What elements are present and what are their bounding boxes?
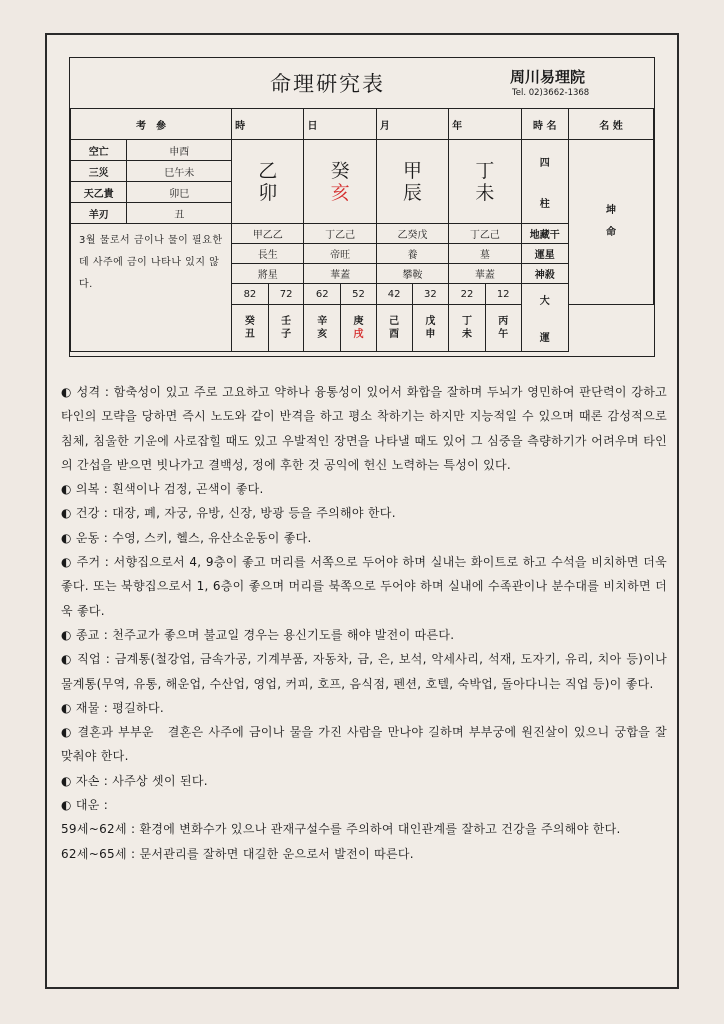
- section-health: [61, 501, 667, 525]
- chart-note: 3월 물로서 금이나 물이 필요한데 사주에 금이 나타나 있지 않다.: [71, 224, 232, 352]
- reference-value: 卯巳: [127, 182, 232, 203]
- bullet-icon: ◐: [61, 385, 73, 399]
- spirit-month: 攀鞍: [376, 264, 448, 284]
- saju-chart: [69, 57, 655, 357]
- spirit-day: 華蓋: [304, 264, 376, 284]
- daewoon-cell: [449, 305, 486, 352]
- daewoon-age: 22: [449, 284, 486, 305]
- daewoon-cell: [376, 305, 412, 352]
- bullet-icon: ◐: [61, 652, 73, 667]
- bullet-icon: ◐: [61, 555, 73, 570]
- institution-name: 周川易理院: [510, 68, 586, 86]
- section-text: 59세~62세 : 환경에 변화수가 있으나 관재구설수를 주의하여 대인관계를 잘하고 건강을 주의해야 한다.: [61, 822, 621, 837]
- spirit-year: 華蓋: [449, 264, 521, 284]
- fortune-star-hour: 長生: [232, 244, 304, 264]
- reference-label: 空亡: [71, 140, 127, 161]
- month-stem: 甲: [402, 159, 422, 182]
- day-header: 日: [304, 109, 376, 140]
- daewoon-branch: 子: [281, 329, 292, 340]
- section-clothing: [61, 477, 667, 501]
- hidden-stems-year: 丁乙己: [449, 224, 521, 244]
- daewoon-cell: [232, 305, 269, 352]
- bullet-icon: ◐: [61, 530, 72, 545]
- hour-stem: 乙: [258, 159, 278, 182]
- year-stem: 丁: [475, 159, 495, 182]
- section-fortune-62-65: [61, 842, 667, 866]
- daewoon-stem: 癸: [244, 316, 255, 327]
- hidden-stems-hour: 甲乙乙: [232, 224, 304, 244]
- daewoon-stem: 丁: [462, 316, 472, 327]
- daewoon-branch: 未: [462, 329, 472, 340]
- month-pillar: [376, 140, 448, 224]
- year-pillar: [449, 140, 521, 224]
- gender-cell: [569, 140, 654, 305]
- daewoon-stem: 己: [389, 316, 400, 327]
- daewoon-age: 52: [341, 284, 377, 305]
- gender-bottom: 命: [606, 227, 616, 238]
- section-text: 의복 : 흰색이나 검정, 곤색이 좋다.: [75, 482, 264, 497]
- hidden-stems-month: 乙癸戊: [376, 224, 448, 244]
- saju-grid: [70, 108, 654, 352]
- reference-label: 三災: [71, 161, 127, 182]
- day-branch: 亥: [330, 181, 350, 204]
- daewoon-stem: 壬: [281, 316, 292, 327]
- reference-header: 考 參: [71, 109, 232, 140]
- daewoon-branch: 午: [498, 329, 509, 340]
- section-text: 62세~65세 : 문서관리를 잘하면 대길한 운으로서 발전이 따른다.: [61, 846, 414, 861]
- daewoon-branch: 戌: [353, 329, 364, 340]
- reference-label: 羊刃: [71, 203, 127, 224]
- spirit-label: 神殺: [521, 264, 568, 284]
- bullet-icon: ◐: [61, 700, 72, 715]
- reference-value: 巳午未: [127, 161, 232, 182]
- section-text: 직업 : 금계통(철강업, 금속가공, 기계부품, 자동차, 금, 은, 보석, 악세사리, 석재, 도자기, 유리, 치아 등)이나 물계통(무역, 유통, 해운업, 수산업, 영업, 커피, 호프, 음식점, 펜션, 호텔, 숙박업, 돌아다니는 직업 등)이 좋다.: [61, 652, 667, 691]
- section-exercise: [61, 526, 667, 550]
- section-personality: [61, 380, 667, 477]
- section-text: 재물 : 평길하다.: [75, 700, 164, 715]
- fortune-star-day: 帝旺: [304, 244, 376, 264]
- hour-pillar: [232, 140, 304, 224]
- four-pillars-top: 四: [539, 157, 550, 169]
- section-religion: [61, 623, 667, 647]
- bullet-icon: ◐: [61, 627, 72, 642]
- reference-label: 天乙貴: [71, 182, 127, 203]
- daewoon-branch: 丑: [244, 329, 255, 340]
- section-wealth: [61, 696, 667, 720]
- year-branch: 未: [475, 181, 495, 204]
- daewoon-cell: [412, 305, 449, 352]
- section-text: 성격 : 함축성이 있고 주로 고요하고 약하나 융통성이 있어서 화합을 잘하며 두뇌가 영민하여 판단력이 강하고 타인의 모략을 당하면 즉시 노도와 같이 반격을 하고 평소 착하기는 하지만 지능적일 수 있으며 때론 감성적으로 침체, 침울한 기운에 사로잡힐 때도 있고 우발적인 장면을 나타낼 때도 있어 그 심중을 측량하기가 어려우며 타인의 간섭을 받으면 빗나가고 결백성, 정에 후한 것 공익에 헌신 노력하는 특성이 있다.: [61, 385, 667, 472]
- bullet-icon: ◐: [61, 482, 72, 497]
- section-text: 결혼과 부부운 결혼은 사주에 금이나 물을 가진 사람을 만나야 길하며 부부궁에 원진살이 있으니 궁합을 잘 맞춰야 한다.: [61, 725, 667, 764]
- reading-content: [61, 380, 667, 866]
- daewoon-branch: 酉: [389, 329, 400, 340]
- hour-branch: 卯: [258, 181, 278, 204]
- fortune-star-label: 運星: [521, 244, 568, 264]
- daewoon-label: [521, 284, 568, 352]
- section-residence: [61, 550, 667, 623]
- daewoon-cell: [341, 305, 377, 352]
- daewoon-age: 62: [304, 284, 341, 305]
- daewoon-age: 72: [268, 284, 304, 305]
- section-fortune-59-62: [61, 817, 667, 841]
- daewoon-stem: 辛: [317, 316, 328, 327]
- institution-tel: Tel. 02)3662-1368: [512, 88, 590, 98]
- month-header: 月: [376, 109, 448, 140]
- month-branch: 辰: [402, 181, 422, 204]
- daewoon-stem: 丙: [498, 316, 509, 327]
- section-marriage: [61, 720, 667, 769]
- daewoon-cell: [268, 305, 304, 352]
- four-pillars-bottom: 柱: [539, 198, 550, 210]
- chart-header: [70, 58, 653, 109]
- daewoon-age: 42: [376, 284, 412, 305]
- chart-title: 命理硏究表: [270, 72, 385, 96]
- hidden-stems-label: 地藏干: [521, 224, 568, 244]
- time-name-header: 時 名: [521, 109, 568, 140]
- reference-value: 申酉: [127, 140, 232, 161]
- section-children: [61, 769, 667, 793]
- hour-header: 時: [232, 109, 304, 140]
- section-fortune: [61, 793, 667, 817]
- hidden-stems-day: 丁乙己: [304, 224, 376, 244]
- daewoon-stem: 庚: [353, 316, 364, 327]
- daewoon-label-bottom: 運: [539, 332, 550, 344]
- four-pillars-label: [521, 140, 568, 224]
- bullet-icon: ◐: [61, 773, 72, 788]
- name-header: 名 姓: [569, 109, 654, 140]
- section-occupation: [61, 647, 667, 696]
- section-text: 대운 :: [75, 798, 109, 813]
- daewoon-age: 12: [485, 284, 521, 305]
- fortune-star-month: 養: [376, 244, 448, 264]
- bullet-icon: ◐: [61, 506, 72, 521]
- spirit-hour: 將星: [232, 264, 304, 284]
- daewoon-branch: 亥: [317, 329, 328, 340]
- section-text: 자손 : 사주상 셋이 된다.: [75, 773, 208, 788]
- daewoon-stem: 戊: [425, 316, 436, 327]
- daewoon-branch: 申: [425, 329, 436, 340]
- year-header: 年: [449, 109, 521, 140]
- daewoon-age: 32: [412, 284, 449, 305]
- section-text: 운동 : 수영, 스키, 헬스, 유산소운동이 좋다.: [75, 530, 312, 545]
- document-page: [45, 33, 679, 989]
- reference-value: 丑: [127, 203, 232, 224]
- daewoon-age: 82: [232, 284, 269, 305]
- section-text: 건강 : 대장, 폐, 자궁, 유방, 신장, 방광 등을 주의해야 한다.: [75, 506, 396, 521]
- day-stem: 癸: [330, 159, 350, 182]
- bullet-icon: ◐: [61, 725, 73, 740]
- daewoon-cell: [485, 305, 521, 352]
- gender-top: 坤: [606, 205, 616, 216]
- daewoon-label-top: 大: [539, 295, 550, 307]
- day-pillar: [304, 140, 376, 224]
- fortune-star-year: 墓: [449, 244, 521, 264]
- daewoon-cell: [304, 305, 341, 352]
- section-text: 종교 : 천주교가 좋으며 불교일 경우는 용신기도를 해야 발전이 따른다.: [75, 627, 455, 642]
- section-text: 주거 : 서향집으로서 4, 9층이 좋고 머리를 서쪽으로 두어야 하며 실내는 화이트로 하고 수석을 비치하면 더욱 좋다. 또는 북향집으로서 1, 6층이 좋으며 머리를 북쪽으로 두어야 하며 실내에 수족관이나 분수대를 비치하면 더욱 좋다.: [61, 555, 667, 618]
- bullet-icon: ◐: [61, 798, 72, 813]
